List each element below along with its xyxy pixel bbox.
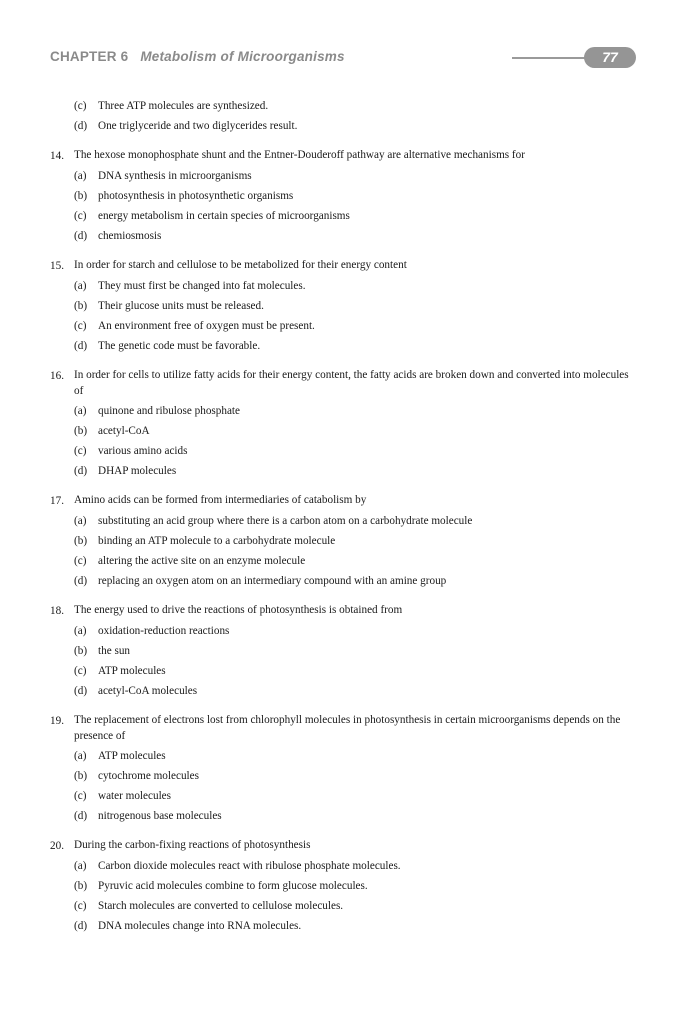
answer-option — [50, 96, 640, 116]
question-text: The energy used to drive the reactions of photosynthesis is obtained from — [74, 604, 403, 616]
question-19 — [50, 711, 640, 826]
question-stem — [50, 711, 640, 746]
option-label: (d) — [74, 120, 88, 132]
page-number-badge: 77 — [584, 47, 636, 68]
answer-option — [50, 166, 640, 186]
answer-option — [50, 641, 640, 661]
option-text: various amino acids — [98, 445, 188, 457]
option-label: (b) — [74, 645, 88, 657]
option-text: DHAP molecules — [98, 465, 177, 477]
option-text: chemiosmosis — [98, 230, 162, 242]
option-text: DNA synthesis in microorganisms — [98, 170, 252, 182]
question-text: In order for cells to utilize fatty acids for their energy content, the fatty acids are broken down and converted into molecules of — [74, 369, 629, 397]
answer-option — [50, 206, 640, 226]
answer-option — [50, 571, 640, 591]
option-label: (d) — [74, 920, 88, 932]
option-label: (a) — [74, 860, 87, 872]
option-text: ATP molecules — [98, 750, 166, 762]
running-head — [50, 49, 345, 64]
chapter-label: CHAPTER 6 — [50, 49, 129, 64]
question-number: 17. — [50, 495, 64, 507]
option-text: Starch molecules are converted to cellulose molecules. — [98, 900, 344, 912]
answer-option — [50, 401, 640, 421]
option-text: One triglyceride and two diglycerides result. — [98, 120, 298, 132]
answer-option — [50, 441, 640, 461]
answer-option — [50, 766, 640, 786]
option-text: cytochrome molecules — [98, 770, 199, 782]
answer-option — [50, 806, 640, 826]
option-label: (a) — [74, 625, 87, 637]
answer-option — [50, 316, 640, 336]
option-text: binding an ATP molecule to a carbohydrate molecule — [98, 535, 336, 547]
question-17 — [50, 491, 640, 591]
option-label: (a) — [74, 515, 87, 527]
option-label: (a) — [74, 170, 87, 182]
question-text: The hexose monophosphate shunt and the Entner-Douderoff pathway are alternative mechanisms for — [74, 149, 525, 161]
option-text: They must first be changed into fat molecules. — [98, 280, 306, 292]
question-text: Amino acids can be formed from intermediaries of catabolism by — [74, 494, 367, 506]
option-label: (c) — [74, 555, 87, 567]
option-label: (c) — [74, 210, 87, 222]
option-label: (b) — [74, 880, 88, 892]
question-stem — [50, 491, 640, 511]
option-text: substituting an acid group where there is a carbon atom on a carbohydrate molecule — [98, 515, 473, 527]
question-stem — [50, 601, 640, 621]
option-label: (d) — [74, 810, 88, 822]
answer-option — [50, 531, 640, 551]
option-label: (d) — [74, 465, 88, 477]
answer-option — [50, 896, 640, 916]
answer-option — [50, 296, 640, 316]
answer-option — [50, 551, 640, 571]
option-text: energy metabolism in certain species of microorganisms — [98, 210, 350, 222]
option-text: Three ATP molecules are synthesized. — [98, 100, 269, 112]
answer-option — [50, 621, 640, 641]
question-stem — [50, 836, 640, 856]
question-14 — [50, 146, 640, 246]
option-label: (b) — [74, 770, 88, 782]
answer-option — [50, 421, 640, 441]
option-label: (b) — [74, 190, 88, 202]
answer-option — [50, 786, 640, 806]
option-text: Their glucose units must be released. — [98, 300, 264, 312]
option-label: (d) — [74, 575, 88, 587]
answer-option — [50, 681, 640, 701]
continued-question — [50, 96, 640, 136]
option-label: (c) — [74, 900, 87, 912]
answer-option — [50, 186, 640, 206]
option-text: acetyl-CoA — [98, 425, 150, 437]
answer-option — [50, 876, 640, 896]
option-text: oxidation-reduction reactions — [98, 625, 230, 637]
question-number: 18. — [50, 605, 64, 617]
option-text: The genetic code must be favorable. — [98, 340, 261, 352]
answer-option — [50, 856, 640, 876]
answer-option — [50, 916, 640, 936]
option-text: An environment free of oxygen must be present. — [98, 320, 315, 332]
question-stem — [50, 256, 640, 276]
option-text: DNA molecules change into RNA molecules. — [98, 920, 302, 932]
option-label: (b) — [74, 425, 88, 437]
question-number: 14. — [50, 150, 64, 162]
answer-option — [50, 661, 640, 681]
question-number: 16. — [50, 370, 64, 382]
option-label: (c) — [74, 445, 87, 457]
option-label: (c) — [74, 320, 87, 332]
option-label: (b) — [74, 535, 88, 547]
chapter-title: Metabolism of Microorganisms — [140, 49, 345, 64]
question-stem — [50, 146, 640, 166]
option-text: Pyruvic acid molecules combine to form glucose molecules. — [98, 880, 368, 892]
answer-option — [50, 226, 640, 246]
answer-option — [50, 461, 640, 481]
option-text: acetyl-CoA molecules — [98, 685, 198, 697]
question-16 — [50, 366, 640, 481]
question-number: 20. — [50, 840, 64, 852]
option-text: water molecules — [98, 790, 171, 802]
option-text: altering the active site on an enzyme molecule — [98, 555, 306, 567]
answer-option — [50, 511, 640, 531]
header-rule — [512, 57, 592, 59]
option-text: the sun — [98, 645, 131, 657]
option-label: (c) — [74, 665, 87, 677]
answer-option — [50, 336, 640, 356]
question-18 — [50, 601, 640, 701]
question-number: 15. — [50, 260, 64, 272]
option-label: (c) — [74, 100, 87, 112]
answer-option — [50, 746, 640, 766]
option-text: Carbon dioxide molecules react with ribulose phosphate molecules. — [98, 860, 401, 872]
question-text: During the carbon-fixing reactions of photosynthesis — [74, 839, 311, 851]
option-text: ATP molecules — [98, 665, 166, 677]
option-label: (b) — [74, 300, 88, 312]
option-text: quinone and ribulose phosphate — [98, 405, 240, 417]
answer-option — [50, 276, 640, 296]
option-label: (d) — [74, 685, 88, 697]
answer-option — [50, 116, 640, 136]
option-label: (a) — [74, 280, 87, 292]
option-label: (c) — [74, 790, 87, 802]
question-list — [50, 96, 640, 936]
option-text: replacing an oxygen atom on an intermediary compound with an amine group — [98, 575, 447, 587]
question-text: In order for starch and cellulose to be metabolized for their energy content — [74, 259, 407, 271]
question-15 — [50, 256, 640, 356]
question-20 — [50, 836, 640, 936]
page-header — [50, 47, 640, 69]
question-stem — [50, 366, 640, 401]
question-number: 19. — [50, 715, 64, 727]
option-text: photosynthesis in photosynthetic organisms — [98, 190, 294, 202]
option-label: (a) — [74, 405, 87, 417]
option-text: nitrogenous base molecules — [98, 810, 222, 822]
option-label: (d) — [74, 230, 88, 242]
question-text: The replacement of electrons lost from chlorophyll molecules in photosynthesis in certain microorganisms depends on the presence of — [74, 714, 621, 742]
option-label: (d) — [74, 340, 88, 352]
option-label: (a) — [74, 750, 87, 762]
